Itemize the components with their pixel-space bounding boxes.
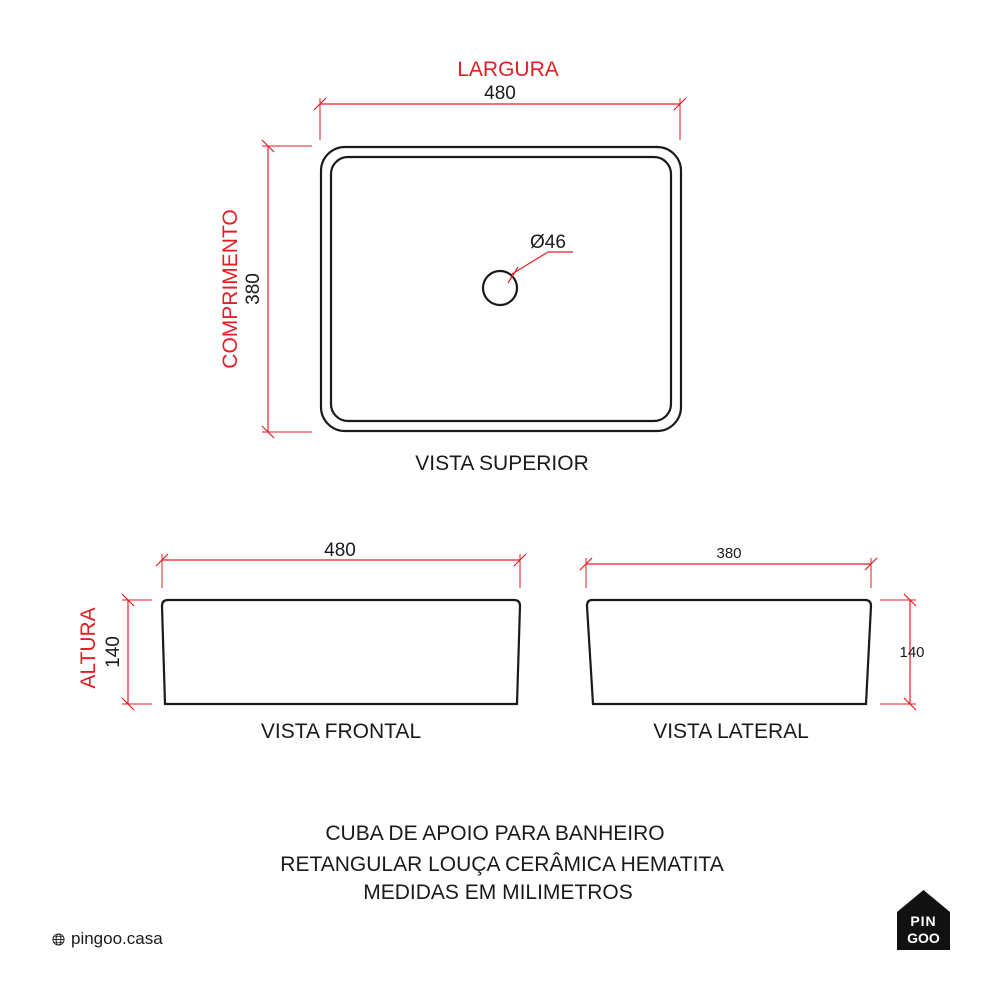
front-basin-profile <box>162 600 520 704</box>
top-length-value: 380 <box>243 273 264 305</box>
front-height-value: 140 <box>103 636 124 668</box>
description-line-3: MEDIDAS EM MILIMETROS <box>363 881 633 904</box>
side-view-caption: VISTA LATERAL <box>653 720 809 743</box>
description-line-2: RETANGULAR LOUÇA CERÂMICA HEMATITA <box>280 853 724 876</box>
side-height-value: 140 <box>899 644 925 661</box>
drain-diameter-label: Ø46 <box>530 232 566 253</box>
pingoo-logo <box>897 890 950 950</box>
side-width-value: 380 <box>716 545 742 562</box>
product-description <box>280 822 723 904</box>
website-link[interactable] <box>52 929 163 949</box>
side-view <box>580 545 925 743</box>
website-text: pingoo.casa <box>71 929 163 948</box>
top-length-label: COMPRIMENTO <box>219 209 242 369</box>
logo-text-line-2: GOO <box>907 930 940 946</box>
top-length-dimension <box>219 140 312 438</box>
side-basin-profile <box>587 600 871 704</box>
top-width-label: LARGURA <box>457 58 559 81</box>
basin-inner-rim <box>331 157 671 421</box>
basin-outer-rim <box>321 147 681 431</box>
description-line-1: CUBA DE APOIO PARA BANHEIRO <box>325 822 665 845</box>
top-view-caption: VISTA SUPERIOR <box>415 452 589 475</box>
top-view <box>219 58 686 475</box>
drain-leader <box>512 252 548 274</box>
front-height-label: ALTURA <box>77 607 100 689</box>
front-width-value: 480 <box>324 540 356 561</box>
side-height-dimension <box>880 594 925 710</box>
logo-text-line-1: PIN <box>910 913 937 929</box>
front-view-caption: VISTA FRONTAL <box>260 720 422 743</box>
front-height-dimension <box>77 594 152 710</box>
side-width-dimension <box>580 545 877 588</box>
top-width-dimension <box>314 58 686 140</box>
globe-icon <box>52 933 65 946</box>
front-view <box>77 540 526 743</box>
front-width-dimension <box>156 540 526 588</box>
top-width-value: 480 <box>484 83 516 104</box>
